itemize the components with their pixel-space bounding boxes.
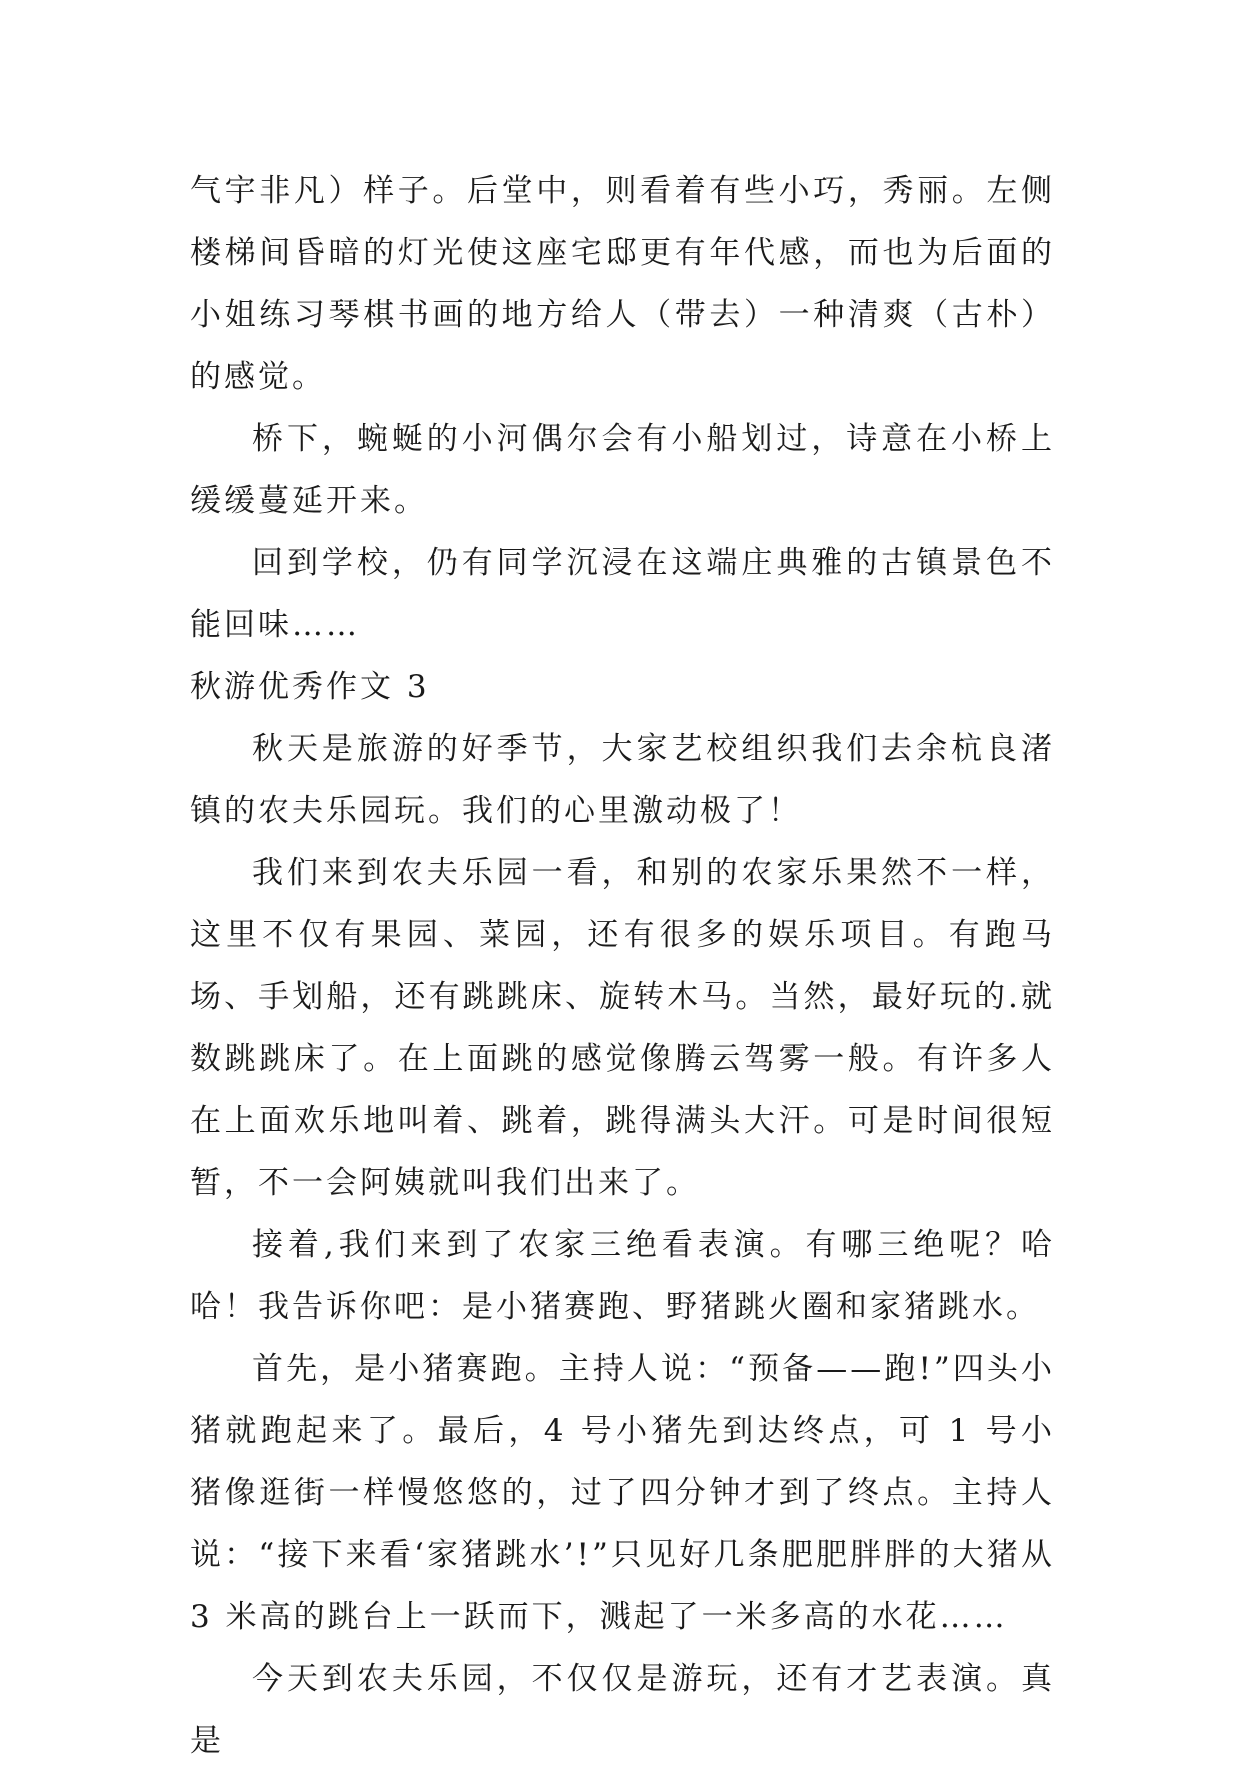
paragraph: 秋天是旅游的好季节，大家艺校组织我们去余杭良渚镇的农夫乐园玩。我们的心里激动极了！ <box>190 731 1055 829</box>
paragraph: 首先，是小猪赛跑。主持人说：“预备——跑!”四头小猪就跑起来了。最后，4 号小猪先到达终点，可 1 号小猪像逛街一样慢悠悠的，过了四分钟才到了终点。主持人说：“接下来看‘家猪跳水’!”只见好几条肥肥胖胖的大猪从 3 米高的跳台上一跃而下，溅起了一米多高的水花…… <box>190 1351 1055 1635</box>
paragraph: 桥下，蜿蜒的小河偶尔会有小船划过，诗意在小桥上缓缓蔓延开来。 <box>190 421 1055 519</box>
document-page <box>190 160 1055 1759</box>
paragraph: 我们来到农夫乐园一看，和别的农家乐果然不一样，这里不仅有果园、菜园，还有很多的娱乐项目。有跑马场、手划船，还有跳跳床、旋转木马。当然，最好玩的.就数跳跳床了。在上面跳的感觉像腾云驾雾一般。有许多人在上面欢乐地叫着、跳着，跳得满头大汗。可是时间很短暂，不一会阿姨就叫我们出来了。 <box>190 855 1055 1201</box>
paragraph: 接着,我们来到了农家三绝看表演。有哪三绝呢？哈哈！我告诉你吧：是小猪赛跑、野猪跳火圈和家猪跳水。 <box>190 1227 1055 1325</box>
paragraph: 回到学校，仍有同学沉浸在这端庄典雅的古镇景色不能回味…… <box>190 545 1055 643</box>
paragraph: 气宇非凡）样子。后堂中，则看着有些小巧，秀丽。左侧楼梯间昏暗的灯光使这座宅邸更有年代感，而也为后面的小姐练习琴棋书画的地方给人（带去）一种清爽（古朴）的感觉。 <box>190 173 1055 395</box>
section-heading: 秋游优秀作文 3 <box>190 669 430 705</box>
paragraph: 今天到农夫乐园，不仅仅是游玩，还有才艺表演。真是 <box>190 1661 1055 1759</box>
